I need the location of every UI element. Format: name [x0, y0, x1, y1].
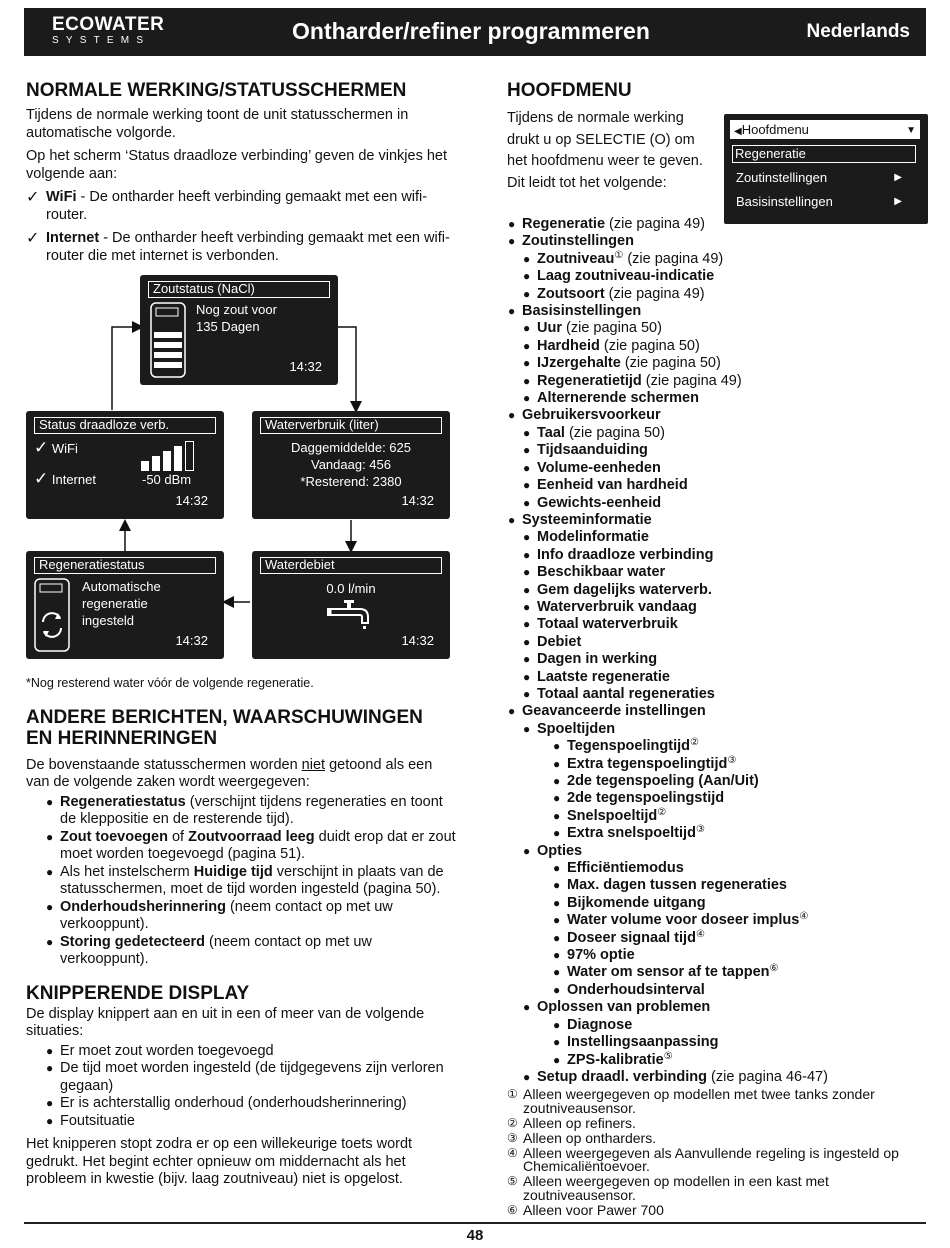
menu-tree-item-label: Regeneratietijd [537, 372, 642, 389]
p3-underlined: niet [301, 756, 326, 773]
footnote-number: ⑤ [507, 1174, 518, 1189]
menu-tree-item-label: Gewichts-eenheid [537, 494, 662, 511]
menu-tree-item-label: Setup draadl. verbinding [537, 1068, 707, 1085]
screen-water-use [252, 411, 450, 519]
check-wifi [26, 189, 456, 224]
p3-part-a: De bovenstaande statusschermen worden [26, 756, 302, 773]
menu-tree-item-label: IJzergehalte [537, 355, 621, 372]
menu-tree-item [522, 373, 927, 390]
menu-tree-item-label: Bijkomende uitgang [567, 894, 706, 911]
footnote-text: Alleen op ontharders. [523, 1129, 657, 1146]
list-item [46, 864, 456, 899]
menu-tree-item-note: (zie pagina 49) [623, 250, 724, 267]
footnote-item [507, 1114, 927, 1131]
menu-tree-item-label: Opties [537, 842, 583, 859]
menu-tree-item-note: (zie pagina 49) [605, 216, 705, 232]
menu-tree-item [522, 582, 927, 599]
wireless-dbm: -50 dBm [142, 472, 192, 487]
menu-tree-item [522, 251, 927, 268]
menu-tree-item [552, 790, 927, 807]
logo-wordmark: ECOWATER [52, 14, 165, 35]
menu-tree-item [522, 390, 927, 407]
menu-tree-item-label: Water om sensor af te tappen [567, 964, 770, 981]
menu-tree-item-label: Doseer signaal tijd [567, 929, 696, 946]
footnote-marker: ① [614, 249, 624, 261]
menu-tree-item [522, 634, 927, 651]
screen-water-use-title: Waterverbruik (liter) [260, 417, 442, 434]
menu-tree-item-label: Totaal aantal regeneraties [537, 685, 715, 702]
menu-tree-item [552, 930, 927, 947]
menu-tree-item [552, 738, 927, 755]
menu-tree-item [522, 564, 927, 581]
check-wifi-text: - De ontharder heeft verbinding gemaakt met een wifi-router. [46, 189, 428, 223]
menu-tree-item-note: (zie pagina 49) [641, 372, 742, 389]
menu-tree-item-label: Gem dagelijks waterverb. [537, 581, 712, 598]
page-header [24, 8, 926, 56]
water-use-time: 14:32 [401, 493, 434, 508]
list-item [46, 794, 456, 829]
wireless-internet-row [34, 471, 96, 488]
menu-tree-item-label: Oplossen van problemen [537, 999, 711, 1016]
bullet-bold: Regeneratiestatus [60, 793, 186, 810]
menu-tree-item-label: Tijdsaanduiding [537, 442, 648, 459]
messages-list [46, 794, 456, 969]
menu-tree-item [522, 338, 927, 355]
menu-tree-item [522, 721, 927, 738]
menu-tree-item [552, 964, 927, 981]
menu-tree-item-label: Regeneratie [522, 216, 606, 232]
menu-tree-item-label: Laag zoutniveau-indicatie [537, 268, 715, 285]
bullet-text: duidt erop dat er zout moet worden toegevoegd (pagina 51). [60, 828, 456, 862]
footnote-marker: ③ [727, 754, 737, 766]
footnote-number: ④ [507, 1145, 518, 1160]
regeneration-tank-icon [34, 578, 70, 652]
intro-paragraph: Tijdens de normale werking toont de unit statusschermen in automatische volgorde. [26, 107, 409, 141]
menu-tree-item [522, 599, 927, 616]
list-item: ● Er is achterstallig onderhoud (onderhoudsherinnering) [46, 1095, 456, 1113]
section-title-other-messages-line1: ANDERE BERICHTEN, WAARSCHUWINGEN [26, 706, 423, 728]
regen-line1: Automatische [82, 579, 161, 594]
menu-tree-item-label: Diagnose [567, 1016, 633, 1033]
footnote-item [507, 1175, 927, 1202]
check-internet [26, 230, 456, 265]
flashing-paragraph: De display knippert aan en uit in een of meer van de volgende situaties: [26, 1005, 425, 1039]
menu-tree-item-label: Basisinstellingen [522, 303, 642, 320]
menu-item-basisinstellingen [734, 193, 912, 211]
menu-tree-item-note: (zie pagina 50) [599, 337, 700, 354]
section-title-normal-operation: NORMALE WERKING/STATUSSCHERMEN [26, 80, 407, 101]
menu-tree-item-label: Dagen in werking [537, 651, 658, 668]
menu-tree-item-label: Alternerende schermen [537, 390, 699, 407]
menu-tree-item-note: (zie pagina 49) [604, 285, 705, 302]
menu-tree-item [522, 686, 927, 703]
regen-line3: ingesteld [82, 613, 135, 628]
main-menu-screen-title [730, 120, 920, 139]
menu-tree-item [552, 1034, 927, 1051]
menu-tree-item-label: Max. dagen tussen regeneraties [567, 877, 787, 894]
menu-item-label: Zoutinstellingen [736, 170, 828, 185]
menu-item-label: Basisinstellingen [736, 194, 833, 209]
check-icon: ✓ [34, 469, 49, 488]
menu-tree-item-note: (zie pagina 50) [620, 355, 721, 372]
menu-tree-item [552, 825, 927, 842]
section-title-other-messages-line2: EN HERINNERINGEN [26, 727, 218, 749]
logo-subtitle: SYSTEMS [52, 35, 151, 46]
bullet-text: Als het instelscherm [60, 863, 194, 880]
other-messages-paragraph [26, 757, 456, 792]
menu-tree-item-label: Volume-eenheden [537, 459, 661, 476]
menu-tree-item [552, 947, 927, 964]
menu-tree-item-label: Beschikbaar water [537, 564, 666, 581]
check-icon: ✓ [34, 438, 49, 457]
water-use-line3: *Resterend: 2380 [300, 474, 402, 489]
salt-line1: Nog zout voor [196, 302, 277, 317]
list-item: ● De tijd moet worden ingesteld (de tijdgegevens zijn verloren gegaan) [46, 1060, 456, 1095]
menu-tree-item-label: Waterverbruik vandaag [537, 598, 697, 615]
menu-tree-item-label: Uur [537, 320, 562, 337]
menu-tree-item [522, 495, 927, 512]
flashing-list [46, 1043, 456, 1131]
footnote-item [507, 1144, 927, 1175]
menu-tree-item-label: Systeeminformatie [522, 511, 652, 528]
menu-tree-item-label: Hardheid [537, 337, 600, 354]
menu-tree-item [522, 529, 927, 546]
section-title-other-messages [26, 707, 456, 749]
menu-tree-item-label: Gebruikersvoorkeur [522, 407, 661, 424]
bullet-text: (neem contact op met uw verkooppunt). [60, 933, 372, 967]
checkmarks-paragraph: Op het scherm ‘Status draadloze verbinding’ geven de vinkjes het volgende aan: [26, 148, 448, 182]
regen-time: 14:32 [175, 633, 208, 648]
menu-tree-item [552, 982, 927, 999]
menu-tree-item-label: Modelinformatie [537, 529, 649, 546]
footnote-marker: ④ [799, 911, 809, 923]
menu-tree-item-label: Water volume voor doseer implus [567, 912, 800, 929]
menu-tree-item-label: 2de tegenspoeling (Aan/Uit) [567, 773, 759, 789]
menu-tree-item [552, 1052, 927, 1069]
footnote-number: ③ [507, 1130, 518, 1145]
footnotes-list [507, 1088, 927, 1217]
menu-tree-item-note: (zie pagina 46-47) [707, 1068, 828, 1085]
menu-tree-item-label: Onderhoudsinterval [567, 981, 705, 998]
footnote-marker: ② [657, 806, 667, 818]
water-use-line1: Daggemiddelde: 625 [291, 440, 411, 455]
menu-tree-item [522, 1069, 927, 1086]
menu-tree-item [522, 477, 927, 494]
menu-tree-item-label: Zoutniveau [537, 250, 615, 267]
menu-tree-item [522, 460, 927, 477]
menu-tree-item [522, 268, 927, 285]
footnote-marker: ⑥ [769, 963, 779, 975]
menu-tree-item [522, 355, 927, 372]
list-item [46, 899, 456, 934]
menu-tree-item [507, 216, 927, 233]
menu-tree-item [507, 407, 927, 424]
flow-value: 0.0 l/min [326, 581, 376, 596]
wireless-internet-label: Internet [51, 472, 96, 487]
menu-tree-item [552, 808, 927, 825]
menu-tree-item-label: Snelspoeltijd [567, 807, 658, 824]
main-menu-screen [724, 114, 928, 224]
bullet-text: (neem contact op met uw verkooppunt). [60, 898, 393, 932]
faucet-icon [326, 599, 372, 629]
menu-tree-item-label: ZPS-kalibratie [567, 1051, 664, 1068]
left-column [26, 80, 456, 1195]
menu-tree-item-label: Laatste regeneratie [537, 668, 670, 685]
page-title: Ontharder/refiner programmeren [292, 18, 650, 44]
menu-tree-item [552, 860, 927, 877]
footnote-marker: ② [689, 737, 699, 749]
bullet-text: (verschijnt tijdens regeneraties en toont de kleppositie en de resterende tijd). [60, 793, 443, 827]
menu-tree-item-label: Spoeltijden [537, 720, 616, 737]
menu-tree-item [552, 1017, 927, 1034]
bullet-bold: Huidige tijd [193, 863, 273, 880]
menu-tree-item-label: Eenheid van hardheid [537, 477, 688, 494]
menu-tree-item-label: Zoutinstellingen [522, 233, 634, 250]
p3-part-b: getoond als een van de volgende zaken wordt weergegeven: [26, 756, 433, 790]
menu-tree-item-label: Info draadloze verbinding [537, 546, 714, 563]
menu-tree-item-label: Efficiëntiemodus [567, 860, 684, 877]
section-title-flashing-display: KNIPPERENDE DISPLAY [26, 982, 250, 1004]
bullet-bold: Onderhoudsherinnering [60, 898, 226, 915]
salt-line2: 135 Dagen [196, 319, 260, 334]
footnote-number: ② [507, 1115, 518, 1130]
menu-tree-item [522, 651, 927, 668]
chevron-left-icon: ◀ [734, 126, 742, 137]
menu-tree-item [522, 442, 927, 459]
flashing-end-paragraph: Het knipperen stopt zodra er op een willekeurige toets wordt gedrukt. Het begint echter opnieuw om middernacht als het probleem in kwestie (bijv. laag zoutniveau) niet is opgelost. [26, 1136, 413, 1187]
main-menu-intro [507, 80, 927, 209]
menu-tree-item [507, 303, 927, 320]
menu-tree-item [522, 843, 927, 860]
menu-tree-item [507, 703, 927, 720]
bullet-bold: Zout toevoegen [60, 828, 168, 845]
menu-tree-item [552, 773, 927, 790]
screen-flow-title: Waterdebiet [260, 557, 442, 574]
section-title-main-menu: HOOFDMENU [507, 80, 632, 101]
menu-tree-item [552, 895, 927, 912]
footnote-item [507, 1129, 927, 1146]
screen-regen-title: Regeneratiestatus [34, 557, 216, 574]
menu-tree-item-label: Zoutsoort [537, 285, 605, 302]
footnote-text: Alleen weergegeven als Aanvullende regeling is ingesteld op Chemicaliëntoevoer. [523, 1144, 899, 1175]
screen-wireless-status [26, 411, 224, 519]
menu-tree-item-label: Taal [537, 424, 565, 441]
screen-salt-status [140, 275, 338, 385]
main-menu-intro-text: Tijdens de normale werking drukt u op SELECTIE (O) om het hoofdmenu weer te geven. Dit leidt tot het volgende: [507, 110, 703, 191]
menu-tree-item-note: (zie pagina 50) [561, 320, 662, 337]
screen-salt-title: Zoutstatus (NaCl) [148, 281, 330, 298]
flow-time: 14:32 [401, 633, 434, 648]
wireless-wifi-row [34, 440, 78, 457]
menu-tree-item-label: Extra tegenspoelingtijd [567, 755, 728, 772]
menu-tree-item [507, 233, 927, 250]
menu-tree-item-label: Totaal waterverbruik [537, 616, 678, 633]
menu-tree-item [522, 999, 927, 1016]
footnote-text: Alleen voor Pawer 700 [523, 1201, 664, 1218]
footnote-text: Alleen weergegeven op modellen in een kast met zoutniveausensor. [523, 1173, 829, 1203]
screen-wireless-title: Status draadloze verb. [34, 417, 216, 434]
chevron-down-icon: ▼ [906, 125, 916, 136]
menu-tree-item [522, 547, 927, 564]
footnote-item [507, 1201, 927, 1218]
menu-tree-item [522, 616, 927, 633]
menu-tree-item [522, 286, 927, 303]
menu-tree-item-label: Extra snelspoeltijd [567, 825, 696, 842]
bullet-text: verschijnt in plaats van de statusschermen, moet de tijd worden ingesteld (pagina 50). [60, 863, 444, 897]
ecowater-logo [52, 15, 164, 46]
menu-tree-item-label: 2de tegenspoelingstijd [567, 790, 725, 807]
chevron-right-icon: ▶ [894, 172, 902, 183]
page-number: 48 [466, 1227, 484, 1244]
screen-regeneration-status [26, 551, 224, 659]
language-label: Nederlands [806, 21, 910, 42]
bullet-bold: Zoutvoorraad leeg [188, 828, 315, 845]
screen-water-flow [252, 551, 450, 659]
right-column [507, 80, 927, 1219]
wireless-wifi-label: WiFi [51, 441, 78, 456]
menu-tree-item [522, 669, 927, 686]
bullet-text: of [167, 828, 189, 845]
menu-tree-item-label: Debiet [537, 633, 582, 650]
menu-tree-item [522, 320, 927, 337]
footnote-marker: ④ [695, 928, 705, 940]
list-item [46, 829, 456, 864]
regen-line2: regeneratie [82, 596, 148, 611]
list-item [46, 934, 456, 969]
menu-tree-item-label: Instellingsaanpassing [567, 1034, 719, 1051]
check-wifi-term: WiFi [46, 189, 77, 205]
footnote-number: ① [507, 1087, 518, 1102]
status-screens-diagram [26, 275, 456, 667]
footnote-text: Alleen op refiners. [523, 1114, 636, 1131]
menu-tree-item [552, 877, 927, 894]
main-menu-screen-title-text: Hoofdmenu [741, 122, 809, 137]
list-item: ● Er moet zout worden toegevoegd [46, 1043, 456, 1061]
salt-time: 14:32 [289, 359, 322, 374]
footer-divider [24, 1222, 926, 1224]
diagram-footnote: *Nog resterend water vóór de volgende regeneratie. [26, 676, 314, 690]
menu-item-regeneratie: Regeneratie [732, 145, 916, 163]
menu-tree-item [552, 756, 927, 773]
main-menu-tree [507, 216, 927, 1086]
menu-tree-item-label: Geavanceerde instellingen [522, 703, 706, 720]
menu-tree-item-note: (zie pagina 50) [564, 424, 665, 441]
menu-item-zoutinstellingen [734, 169, 912, 187]
footnote-marker: ③ [695, 824, 705, 836]
bullet-bold: Storing gedetecteerd [60, 933, 206, 950]
check-internet-term: Internet [46, 230, 100, 246]
wireless-time: 14:32 [175, 493, 208, 508]
footnote-number: ⑥ [507, 1202, 518, 1217]
menu-tree-item-label: Tegenspoelingtijd [567, 738, 690, 755]
menu-tree-item-label: 97% optie [567, 947, 635, 964]
list-item: ● Foutsituatie [46, 1113, 456, 1131]
footnote-item [507, 1088, 927, 1115]
salt-tank-icon [150, 302, 186, 378]
check-internet-text: - De ontharder heeft verbinding gemaakt met een wifi-router die met internet is verbonden. [46, 230, 450, 264]
menu-tree-item [507, 512, 927, 529]
signal-strength-icon [140, 441, 198, 471]
footnote-marker: ⑤ [663, 1050, 673, 1062]
footnote-text: Alleen weergegeven op modellen met twee tanks zonder zoutniveausensor. [523, 1086, 875, 1116]
menu-tree-item [552, 912, 927, 929]
menu-tree-item [522, 425, 927, 442]
chevron-right-icon: ▶ [894, 196, 902, 207]
water-use-line2: Vandaag: 456 [311, 457, 391, 472]
